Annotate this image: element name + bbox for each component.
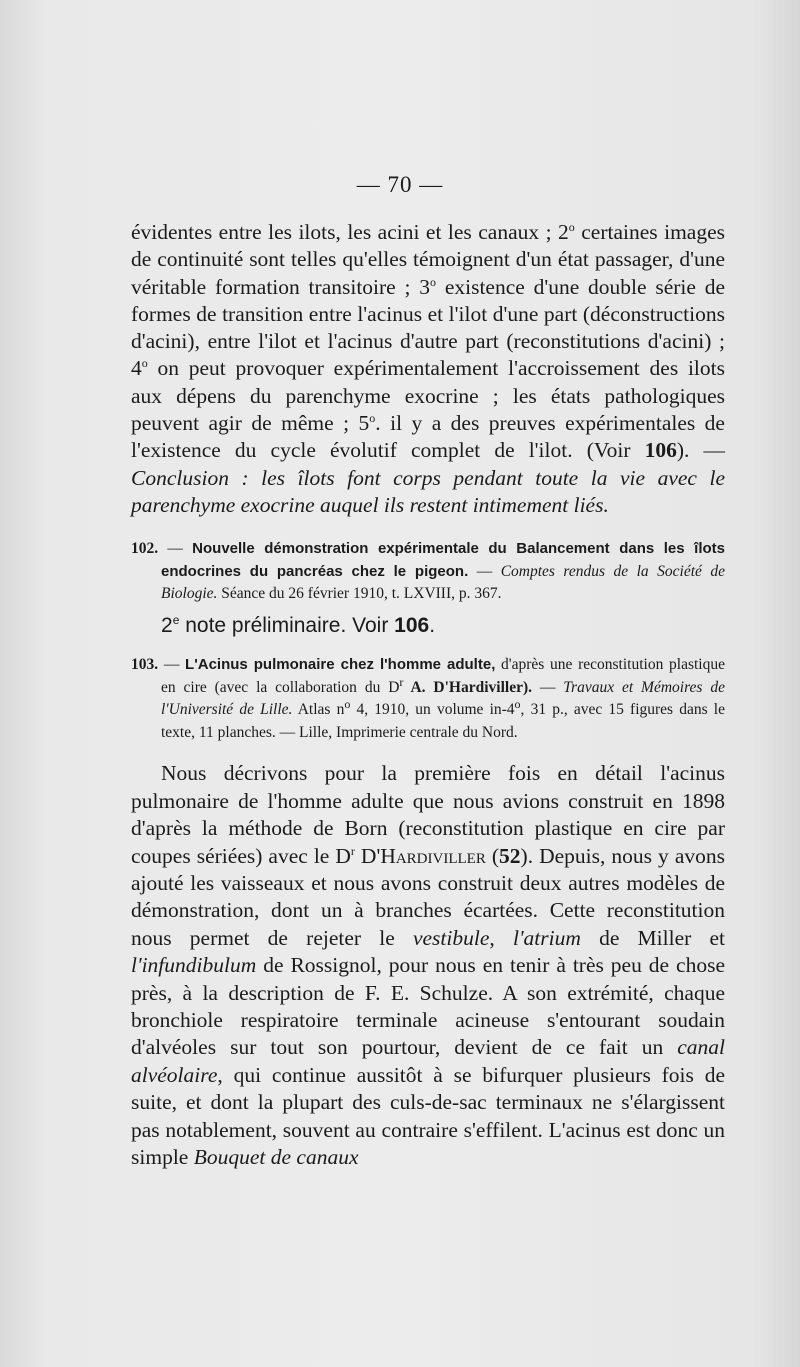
text-block [131, 219, 725, 1172]
preliminary-note: 2e note préliminaire. Voir 106. [161, 613, 436, 638]
collaborator-name: A. D'Hardiviller). [403, 678, 532, 696]
entry-number: 103. [131, 656, 159, 674]
conclusion-label: Conclusion : [131, 465, 249, 490]
continuation-paragraph: évidentes entre les ilots, les acini et les canaux ; 2$^o$ certaines images de continuité sont telles qu'elles témoignent d'un état passager, d'une véritable formation transitoire ; 3$^o$ existence d'une double série de formes de transition entre l'acinus et l'ilot d'une part (déconstructions d'acini), entre l'ilot et l'acinus d'autre part (reconstitutions d'acini) ; 4$^o$ on peut provoquer expérimentalement l'accroissement des ilots aux dépens du parenchyme exocrine ; les états pathologiques peuvent agir de même ; 5$^o$. il y a des preuves expérimentales de l'existence du cycle évolutif complet de l'ilot. (Voir 106). — Conclusion : les îlots font corps pendant toute la vie avec le parenchyme exocrine auquel ils restent intimement liés. [131, 219, 726, 517]
entry-number: 102. [131, 540, 159, 558]
journal-name: Comptes rendus de la Société de Biologie. [161, 562, 726, 603]
journal-name: Travaux et Mémoires de l'Université de Lille. [161, 678, 725, 719]
bibliography-entry-103: 103. — L'Acinus pulmonaire chez l'homme adulte, d'après une reconstitution plastique en cire (avec la collaboration du $D^r$ A. D'Hardiviller). — Travaux et Mémoires de l'Université de Lille. Atlas $n^o$ 4, 1910, un volume in-4$^o$, 31 p., avec 15 figures dans le texte, 11 planches. — Lille, Imprimerie centrale du Nord. [131, 656, 725, 741]
conclusion-text: les îlots font corps pendant toute la vie avec le parenchyme exocrine auquel ils restent intimement liés. [131, 465, 726, 517]
description-paragraph: Nous décrivons pour la première fois en détail l'acinus pulmonaire de l'homme adulte que nous avions construit en 1898 d'après la méthode de Born (reconstitution plastique en cire par coupes sériées) avec le $D^r$ D'Hardiviller (52). Depuis, nous y avons ajouté les vaisseaux et nous avons construit deux autres modèles de démonstration, dont un à branches écartées. Cette reconstitution nous permet de rejeter le vestibule, l'atrium de Miller et l'infundibulum de Rossignol, pour nous en tenir à très peu de chose près, à la description de F. E. Schulze. A son extrémité, chaque bronchiole respiratoire terminale acineuse s'entourant soudain d'alvéoles sur tout son pourtour, devient de ce fait un canal alvéolaire, qui continue aussitôt à se bifurquer plusieurs fois de suite, et dont la plupart des culs-de-sac terminaux ne s'élargissent pas notablement, souvent au contraire s'effilent. L'acinus est donc un simple Bouquet de canaux [131, 761, 726, 1170]
cross-reference-52: 52 [499, 843, 521, 868]
page-number: — 70 — [356, 172, 444, 197]
entry-title: L'Acinus pulmonaire chez l'homme adulte, [185, 656, 496, 674]
cross-reference-106: 106 [394, 614, 430, 638]
cross-reference-106: 106 [644, 438, 677, 463]
entry-title: Nouvelle démonstration expérimentale du Balancement dans les îlots endocrines du pancréas chez le pigeon. [161, 540, 726, 580]
bibliography-entry-102: 102. — Nouvelle démonstration expérimentale du Balancement dans les îlots endocrines du pancréas chez le pigeon. — Comptes rendus de la Société de Biologie. Séance du 26 février 1910, t. LXVIII, p. 367. [131, 540, 726, 603]
author-name: D'Hardiviller [354, 843, 486, 868]
